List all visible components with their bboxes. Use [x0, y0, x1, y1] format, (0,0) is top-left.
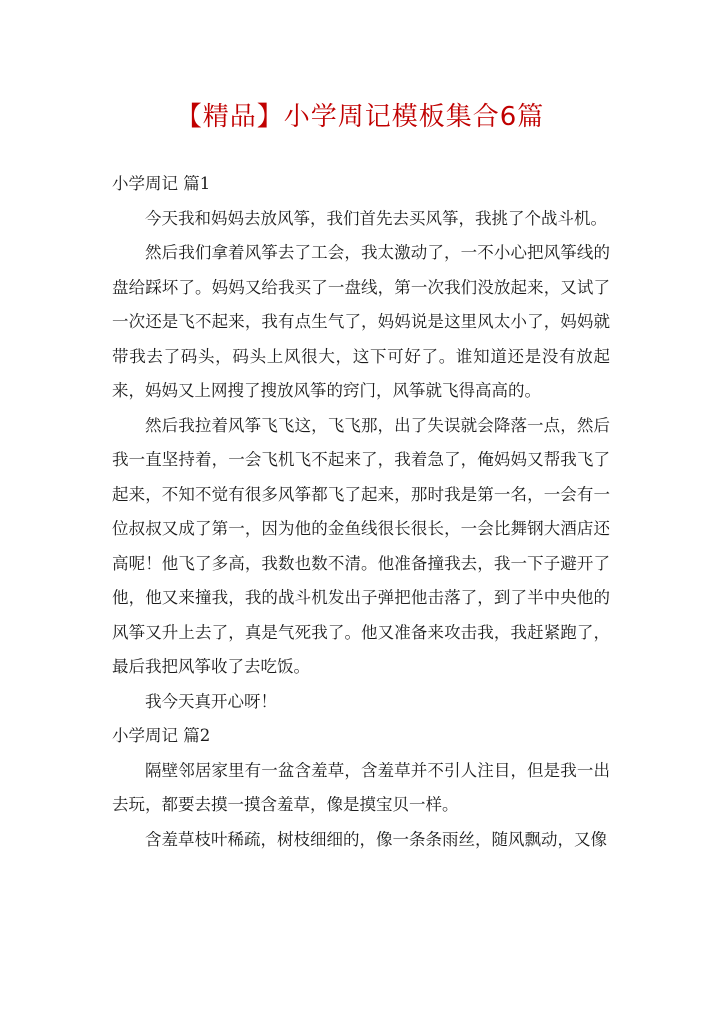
paragraph: 然后我们拿着风筝去了工会，我太激动了，一不小心把风筝线的盘给踩坏了。妈妈又给我买了一盘线，第一次我们没放起来，又试了一次还是飞不起来，我有点生气了，妈妈说是这里风太小了，妈妈就带我去了码头，码头上风很大，这下可好了。谁知道还是没有放起来，妈妈又上网搜了搜放风筝的窍门，风筝就飞得高高的。 [112, 243, 610, 400]
paragraph: 今天我和妈妈去放风筝，我们首先去买风筝，我挑了个战斗机。 [145, 208, 607, 228]
paragraph: 我今天真开心呀！ [145, 691, 277, 711]
document-title: 【精品】小学周记模板集合6篇 [175, 102, 545, 132]
paragraph: 然后我拉着风筝飞飞这，飞飞那，出了失误就会降落一点，然后我一直坚持着，一会飞机飞不起来了，我着急了，俺妈妈又帮我飞了起来，不知不觉有很多风筝都飞了起来，那时我是第一名，一会有一位叔叔又成了第一，因为他的金鱼线很长很长，一会比舞钢大酒店还高呢！他飞了多高，我数也数不清。他准备撞我去，我一下子避开了他，他又来撞我，我的战斗机发出子弹把他击落了，到了半中央他的风筝又升上去了，真是气死我了。他又准备来攻击我，我赶紧跑了，最后我把风筝收了去吃饭。 [112, 415, 610, 676]
paragraph: 隔壁邻居家里有一盆含羞草，含羞草并不引人注目，但是我一出去玩，都要去摸一摸含羞草，像是摸宝贝一样。 [112, 760, 610, 814]
section-heading-2: 小学周记 篇2 [112, 726, 211, 745]
paragraph: 含羞草枝叶稀疏，树枝细细的，像一条条雨丝，随风飘动，又像 [145, 829, 607, 849]
section-heading-1: 小学周记 篇1 [112, 174, 211, 193]
document-body [112, 167, 610, 857]
